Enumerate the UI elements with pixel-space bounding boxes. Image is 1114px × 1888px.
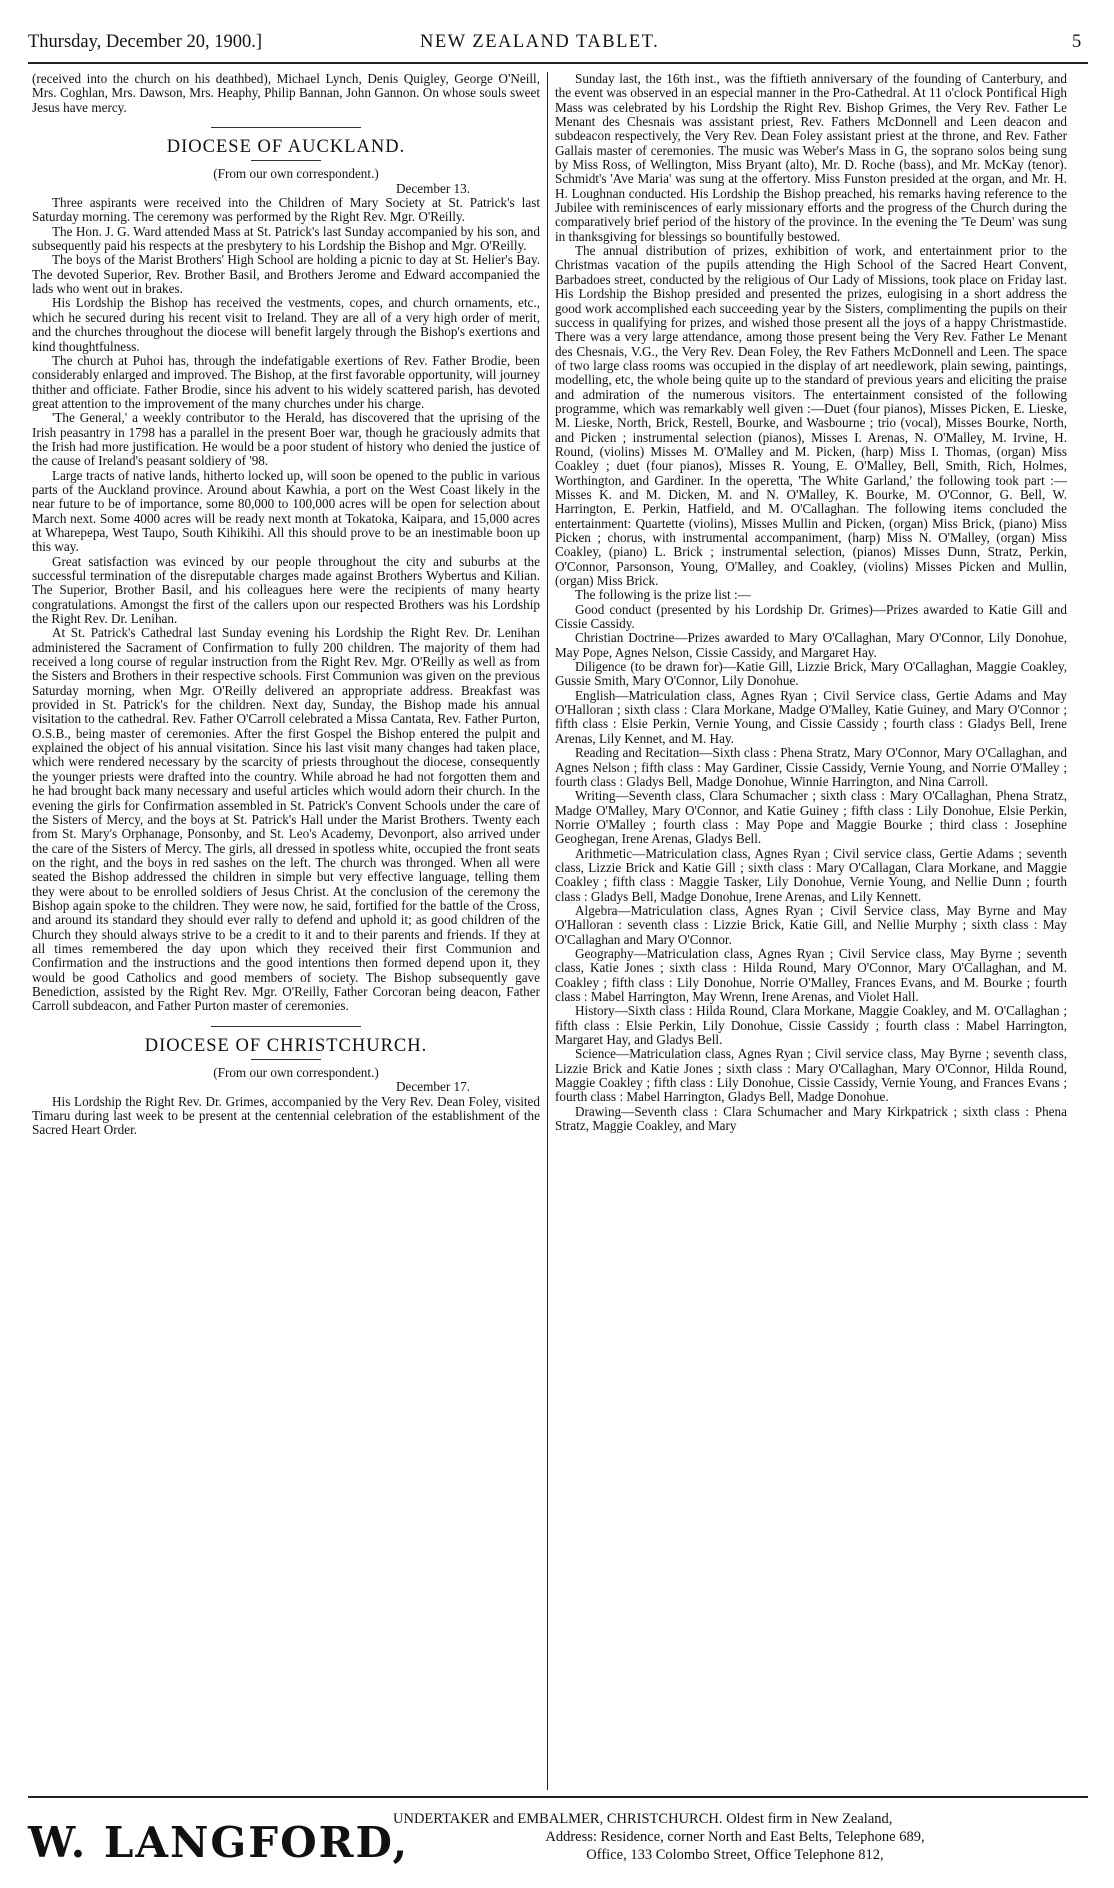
prize-entry: Arithmetic—Matriculation class, Agnes Ryan ; Civil service class, Gertie Adams ; seventh class, Lizzie Brick and Katie Gill ; sixth class : Mary O'Callagan, Clara Morkane, and Maggie Coakley ; fifth class : Maggie Tasker, Lily Donohue, Vernie Young, and Nellie Dunn ; fourth class : Gladys Bell, Madge Donohue, Irene Arenas, and Lily Kennett. [555, 845, 1067, 904]
column-divider [547, 72, 548, 1790]
article-paragraph: The church at Puhoi has, through the indefatigable exertions of Rev. Father Brodie, been considerably enlarged and improved. The Bishop, at the first favorable opportunity, will journey thither and officiate. Father Brodie, since his advent to his widely scattered parish, has devoted great attention to the improvement of the many churches under his charge. [32, 352, 540, 411]
advertisement-footer [0, 1802, 1114, 1882]
prize-entry: Good conduct (presented by his Lordship Dr. Grimes)—Prizes awarded to Katie Gill and Cissie Cassidy. [555, 601, 1067, 632]
prize-entry: Christian Doctrine—Prizes awarded to Mary O'Callaghan, Mary O'Connor, Lily Donohue, May Pope, Agnes Nelson, Cissie Cassidy, and Margaret Hay. [555, 630, 1067, 660]
auckland-correspondent: (From our own correspondent.) [213, 166, 379, 182]
section-rule [211, 1026, 361, 1027]
prize-list-intro: The following is the prize list :— [575, 587, 751, 603]
footer-rule [28, 1796, 1088, 1798]
advertisement-line: Address: Residence, corner North and East Belts, Telephone 689, [545, 1829, 925, 1845]
heading-rule [251, 160, 321, 161]
header-date: Thursday, December 20, 1900.] [28, 32, 263, 52]
christchurch-date: December 17. [396, 1079, 470, 1095]
article-paragraph: His Lordship the Right Rev. Dr. Grimes, accompanied by the Very Rev. Dean Foley, visited Timaru during last week to be present at the centennial celebration of the establishment of the Sacred Heart Order. [32, 1093, 540, 1138]
christchurch-heading: DIOCESE OF CHRISTCHURCH. [144, 1035, 428, 1056]
prize-entry: English—Matriculation class, Agnes Ryan ; Civil Service class, Gertie Adams and May O'Halloran ; sixth class : Clara Morkane, Madge O'Malley, Katie Guiney, and Mary O'Connor ; fifth class : Elsie Perkin, Vernie Young, and Cissie Cassidy ; fourth class : Gladys Bell, Irene Arenas, Lily Kennet, and M. Hay. [555, 687, 1067, 746]
article-paragraph: Sunday last, the 16th inst., was the fiftieth anniversary of the founding of Canterbury, and the event was observed in an especial manner in the Pro-Cathedral. At 11 o'clock Pontifical High Mass was celebrated by his Lordship the Right Rev. Bishop Grimes, the Very Rev. Father Le Menant des Chesnais was assistant priest, Rev. Fathers McDonnell and Leen deacon and subdeacon respectively, the Very Rev. Dean Foley assistant priest at the throne, and Rev. Father Gallais master of ceremonies. The music was Weber's Mass in G, the soprano solos being sung by Miss Ross, of Wellington, Miss Bryant (alto), Mr. D. Roche (bass), and Mr. McKay (tenor). Schmidt's 'Ave Maria' was sung at the offertory. Miss Funston presided at the organ, and Mr. H. H. Loughnan conducted. His Lordship the Bishop preached, his remarks having reference to the Jubilee with reminiscences of early missionary efforts and the progress of the Church during the comparatively brief period of the history of the province. In the evening the 'Te Deum' was sung in thanksgiving for blessings so bountifully bestowed. [555, 71, 1067, 244]
obituary-intro: (received into the church on his deathbed), Michael Lynch, Denis Quigley, George O'Neill, Mrs. Coghlan, Mrs. Dawson, Mrs. Heaphy, Philip Bannan, John Gannon. On whose souls sweet Jesus have mercy. [32, 71, 540, 115]
article-paragraph: 'The General,' a weekly contributor to the Herald, has discovered that the uprising of the Irish peasantry in 1798 has a parallel in the present Boer war, though he graciously admits that the Irish had more justification. He would be a poor student of history who denied the justice of the cause of Ireland's peasant soldiery of '98. [32, 410, 540, 469]
page-header [0, 20, 1090, 60]
header-page-number: 5 [1072, 32, 1082, 52]
article-paragraph: The annual distribution of prizes, exhibition of work, and entertainment prior to the Christmas vacation of the pupils attending the High School of the Sacred Heart Convent, Barbadoes street, conducted by the religious of Our Lady of Missions, took place on Friday last. His Lordship the Bishop presided and presented the prizes, eulogising in a short address the good work accomplished each succeeding year by the Sisters, complimenting the pupils on their success in qualifying for prizes, and wished those present all the joys of a happy Christmastide. There was a very large attendance, among those present being the Very Rev. Father Le Menant des Chesnais, V.G., the Very Rev. Dean Foley, the Rev Fathers McDonnell and Leen. The space of two large class rooms was occupied in the display of art needlework, plain sewing, paintings, modelling, etc, the whole being quite up to the standard of previous years and eliciting the praise and admiration of the numerous visitors. The entertainment consisted of the following programme, which was remarkably well given :—Duet (four pianos), Misses Picken, E. Lieske, M. Lieske, North, Brick, Restell, Bourke, and Wasbourne ; trio (vocal), Misses Bourke, North, and Picken ; instrumental selection (pianos), Misses I. Arenas, N. O'Malley, M. Irvine, H. Round, (violins) Misses M. O'Malley and M. Picken, (harp) Miss I. Thomas, (organ) Miss Coakley ; duet (four pianos), Misses R. Young, E. O'Malley, Bell, Smith, Rich, Holmes, Worthington, and Gardiner. In the operetta, 'The White Garland,' the following took part :—Misses K. and M. Dicken, M. and N. O'Malley, K. Bourke, M. O'Connor, G. Bell, W. Harrington, E. Perkin, Hatfield, and M. O'Callaghan. The following items concluded the entertainment: Quartette (violins), Misses Mullin and Picken, (organ) Miss Brick, (piano) Miss Picken ; chorus, with instrumental accompaniment, (harp) Miss N. O'Malley, (organ) Miss Coakley, (piano) L. Brick ; instrumental selection, (pianos) Misses Dunn, Stratz, Perkin, O'Connor, Parsonson, Young, O'Malley, and Coakley, (violins) Misses Picken and Mullin, (organ) Miss Brick. [555, 243, 1067, 589]
advertisement-line: UNDERTAKER and EMBALMER, CHRISTCHURCH. Oldest firm in New Zealand, [393, 1811, 893, 1827]
left-column [32, 72, 540, 1138]
prize-entry: Diligence (to be drawn for)—Katie Gill, Lizzie Brick, Mary O'Callaghan, Maggie Coakley, Gussie Smith, Mary O'Connor, Lily Donohue. [555, 659, 1067, 689]
article-paragraph: The Hon. J. G. Ward attended Mass at St. Patrick's last Sunday accompanied by his son, and subsequently paid his respects at the presbytery to his Lordship the Bishop and Mgr. O'Reilly. [32, 223, 540, 254]
article-paragraph: Large tracts of native lands, hitherto locked up, will soon be opened to the public in various parts of the Auckland province. Around about Kawhia, a port on the West Coast likely in the near future to be of importance, some 80,000 to 100,000 acres will be open for selection about March next. Some 4000 acres will be ready next month at Tokatoka, Kaipara, and 15,000 acres at Wharepepa, West Taupo, South Kihikihi. All this should prove to be an inestimable boon up this way. [32, 467, 540, 555]
prize-entry: History—Sixth class : Hilda Round, Clara Morkane, Maggie Coakley, and M. O'Callaghan ; fifth class : Elsie Perkin, Lily Donohue, Cissie Cassidy ; fourth class : Mabel Harrington, Margaret Hay, and Gladys Bell. [555, 1003, 1067, 1048]
article-paragraph: The boys of the Marist Brothers' High School are holding a picnic to day at St. Helier's Bay. The devoted Superior, Rev. Brother Basil, and Brothers Jerome and Edward accompanied the lads who went out in brakes. [32, 252, 540, 297]
section-rule [211, 127, 361, 128]
auckland-date: December 13. [396, 180, 470, 196]
prize-entry: Reading and Recitation—Sixth class : Phena Stratz, Mary O'Connor, Mary O'Callaghan, and Agnes Nelson ; fifth class : May Gardiner, Cissie Cassidy, Vernie Young, and Norrie O'Malley ; fourth class : Gladys Bell, Madge Donohue, Winnie Harrington, and Nina Carroll. [555, 745, 1067, 789]
advertiser-name: W. LANGFORD, [28, 1818, 410, 1867]
article-paragraph: At St. Patrick's Cathedral last Sunday evening his Lordship the Right Rev. Dr. Lenihan administered the Sacrament of Confirmation to fully 200 children. The majority of them had received a long course of regular instruction from the Right Rev. Mgr. O'Reilly as well as from the Sisters and Brothers in their respective schools. First Communion was given on the previous Saturday morning, when Mgr. O'Reilly delivered an appropriate address. Breakfast was provided in St. Patrick's for the children. Next day, Sunday, the Bishop made his annual visitation to the cathedral. Rev. Father O'Carroll celebrated a Missa Cantata, Rev. Father Purton, O.S.B., being master of ceremonies. After the first Gospel the Bishop entered the pulpit and explained the object of his annual visitation. Since his last visit many changes had taken place, which were rendered necessary by the scarcity of priests throughout the diocese, consequently the younger priests were drafted into the country. While abroad he had not forgotten them and he had brought back many necessary and useful articles which would adorn their church. In the evening the girls for Confirmation assembled in St. Patrick's Convent Schools under the care of the Sisters of Mercy, and the boys at St. Patrick's Hall under the Marist Brothers. Twenty each from St. Mary's Orphanage, Ponsonby, and St. Leo's Academy, Devonport, also arrived under the care of the Sisters of Mercy. The girls, all dressed in spotless white, occupied the front seats on the right, and the boys in red sashes on the left. The church was thronged. When all were seated the Bishop addressed the children in simple but very effective language, telling them they were about to be enrolled soldiers of Jesus Christ. At the conclusion of the ceremony the Bishop again spoke to the children. They were now, he said, fortified for the battle of the Cross, and around its standard they should ever rally to defend and uphold it; as good children of the Church they should always strive to be a credit to it and to their parents and friends. If they at all times remembered the day upon which they received their first Communion and Confirmation and the instructions and the good intentions then formed depend upon it, they would be good Catholics and good members of society. The Bishop subsequently gave Benediction, assisted by the Right Rev. Mgr. O'Reilly, Father Corcoran being deacon, Father Carroll subdeacon, and Father Purton master of ceremonies. [32, 625, 540, 1014]
prize-entry: Writing—Seventh class, Clara Schumacher ; sixth class : Mary O'Callaghan, Phena Stratz, Madge O'Malley, Mary O'Connor, and Katie Guiney ; fifth class : Lily Donohue, Elsie Perkin, Norrie O'Malley ; fourth class : May Pope and Maggie Bourke ; third class : Josephine Geoghegan, Irene Arenas, Gladys Bell. [555, 788, 1067, 847]
header-rule [28, 62, 1088, 64]
prize-entry: Science—Matriculation class, Agnes Ryan ; Civil service class, May Byrne ; seventh class, Lizzie Brick and Katie Jones ; sixth class : Mary O'Callaghan, Mary O'Connor, Hilda Round, Maggie Coakley ; fifth class : Lily Donohue, Cissie Cassidy, Vernie Young, and Frances Evans ; fourth class : Mabel Harrington, Gladys Bell, Madge Donohue. [555, 1046, 1067, 1105]
right-column [555, 72, 1067, 1133]
christchurch-correspondent: (From our own correspondent.) [213, 1065, 379, 1080]
auckland-heading: DIOCESE OF AUCKLAND. [166, 137, 406, 158]
article-paragraph: Great satisfaction was evinced by our people throughout the city and suburbs at the successful termination of the disreputable charges made against Brothers Wybertus and Kilian. The Superior, Brother Basil, and his colleagues here were the recipients of many hearty congratulations. Amongst the first of the callers upon our respected Brothers was his Lordship the Right Rev. Dr. Lenihan. [32, 553, 540, 627]
article-paragraph: Three aspirants were received into the Children of Mary Society at St. Patrick's last Saturday morning. The ceremony was performed by the Right Rev. Mgr. O'Reilly. [32, 195, 540, 225]
advertisement-details [385, 1810, 1085, 1864]
prize-entry: Geography—Matriculation class, Agnes Ryan ; Civil Service class, May Byrne ; seventh class, Katie Jones ; sixth class : Hilda Round, Mary O'Connor, Mary O'Callaghan, and M. Coakley ; fifth class : Lily Donohue, Norrie O'Malley, Frances Evans, and M. Bourke ; fourth class : Mabel Harrington, May Wrenn, Irene Arenas, and Violet Hall. [555, 945, 1067, 1004]
prize-entry: Algebra—Matriculation class, Agnes Ryan ; Civil Service class, May Byrne and May O'Halloran : seventh class : Lizzie Brick, Katie Gill, and Nellie Murphy ; sixth class : May O'Callaghan and Mary O'Connor. [555, 902, 1067, 947]
advertisement-line: Office, 133 Colombo Street, Office Telephone 812, [586, 1847, 884, 1863]
heading-rule [251, 1059, 321, 1060]
article-paragraph: His Lordship the Bishop has received the vestments, copes, and church ornaments, etc., which he secured during his recent visit to Ireland. They are all of a very high order of merit, and the churches throughout the diocese will benefit largely through the Bishop's exertions and kind thoughtfulness. [32, 295, 540, 354]
prize-entry: Drawing—Seventh class : Clara Schumacher and Mary Kirkpatrick ; sixth class : Phena Stratz, Maggie Coakley, and Mary [555, 1103, 1067, 1134]
header-title: NEW ZEALAND TABLET. [420, 32, 660, 52]
